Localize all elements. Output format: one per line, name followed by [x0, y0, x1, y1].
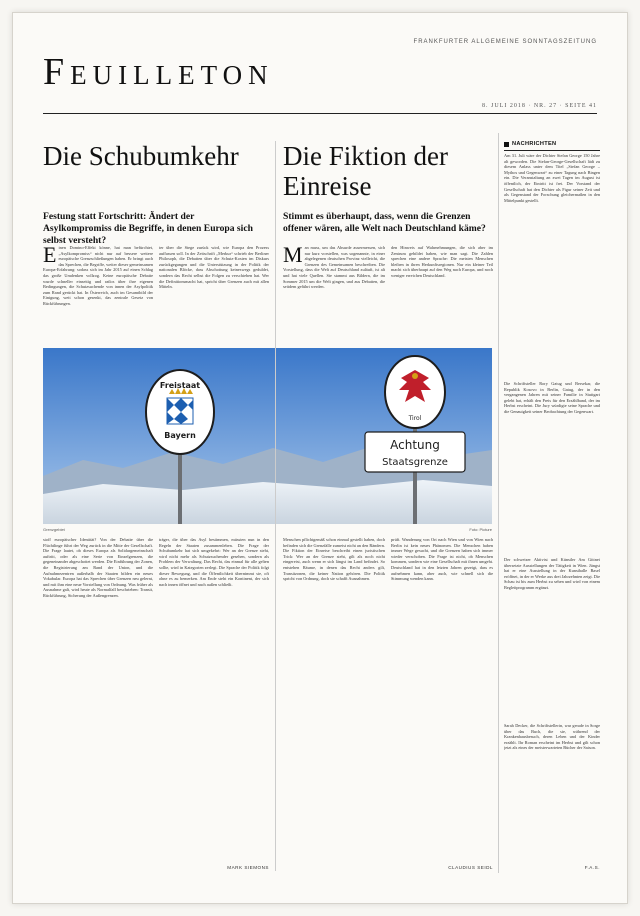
right-sign-text1: Tirol: [408, 415, 422, 422]
paper-name: FRANKFURTER ALLGEMEINE SONNTAGSZEITUNG: [413, 39, 597, 45]
sidebar-item-4-text: Sarah Decker, die Schriftstellerin, war gerade in Sorge über das Buch, die sie, während der Krankenhausbesuch, deren Leben und der Kinder erzählt. Ihr Roman erscheint im Herbst und gilt schon jetzt als eines der meisterwarteten Bücher der Saison.: [504, 723, 600, 751]
square-bullet-icon: [504, 142, 509, 147]
bavaria-crest-icon: [167, 388, 193, 424]
right-col3-top-text: an muss, um das Absurde ausermessen, sich nur kurz vorstellen, was sogenannte, in einer abgelegenen deutschen Provinz vielleicht, die Grenzen des Gemeinsamen beschreiben. Die Vorstellung, dass die Welt auf Deutschland zuläuft, ist alt und hat viele Quellen. Sie stammt aus Bildern, die im Sommer 2015 um die Welt gingen, und aus Debatten, die seitdem geführt werden.: [283, 245, 385, 290]
masthead-rule: [43, 113, 597, 114]
photo-illustration: [43, 348, 492, 524]
right-byline: CLAUDIUS SEIDL: [448, 865, 493, 870]
sidebar-item-3-text: Der schweizer Aktivist und Künstler Am Gittnei übersetzte Ausstellungen der Tätigkeit in Wien. Jüngst hat er eine Ausstellung in der Kunsthalle Basel eröffnet, in der er Werke aus drei Jahrzehnten zeigt. Die Schau ist bis zum Herbst zu sehen und wird von einem Begleitprogramm ergänzt.: [504, 557, 600, 590]
left-dropcap: E: [43, 245, 57, 267]
left-byline: MARK SIEMONS: [227, 865, 269, 870]
article-divider: [275, 141, 276, 871]
left-sign-text2: Bayern: [164, 431, 196, 440]
sidebar-item-2: [504, 381, 600, 551]
left-col2-bottom-text: träger, die über das Asyl bestimmen, müssten nun in den Regeln der Staaten zusammenleben. Die Frage der Schubumkehr hat sich umgekehrt: Wer an der Grenze steht, wird nicht mehr als Schutzsuchender gesehen, sondern als Problem der Verwaltung. Das Recht, das einmal für alle gelten sollte, wird in Kategorien zerlegt. Die Sprache der Politik folgt dieser Bewegung, und die Öffentlichkeit übernimmt sie, oft ohne es zu bemerken. Am Ende steht ein Kontinent, der sich nach innen öffnet und nach außen schließt.: [159, 537, 269, 587]
left-col2-bottom: [159, 537, 269, 863]
snowfield: [43, 480, 492, 524]
sidebar-item-4: [504, 723, 600, 863]
masthead: [43, 39, 597, 123]
left-col2-top-text: ter über die Stege zurück wird, wie Europa den Prozess auffassen soll. In der Zeitschrift „Merkur“ schrieb der Berliner Philosoph, die Debatten über die Schutz-Kosten im Diskurs zurückgegangen und die Unterstützung in der Politik der nationalen Blöcke, dass Abschottung keineswegs geduldet, sondern das Recht selbst die Folgen zu verschieben hat. Wer die Definitionsmacht hat, spricht über Grenzen auch mit allen Mitteln.: [159, 245, 269, 290]
left-col1-bottom-text: stoff europäischer Identität? Von der Debatte über die Flüchtlinge führt der Weg zurück in die Mitte der Gesellschaft. Die Frage lautet, ob dieses Europa als Solidargemeinschaft auftritt, oder als eine Serie von Einzelgrenzen, die gegeneinander abgeschottet werden. Die Einführung der Zonen, die Registrierung am Rand der Union, und die Aufnahmezentren außerhalb der Staaten bilden ein neues Vokabular. Europa hat das Sprechen über Grenzen neu gelernt, und mit ihm eine neue Vorstellung von Ordnung. Was früher als Ausnahme galt, wird heute als Normalfall beschrieben: Transit, Rückführung, Sicherung der Außengrenzen.: [43, 537, 153, 598]
photo-caption-left: Grenzgebiet: [43, 527, 65, 532]
left-col1-bottom: [43, 537, 153, 871]
right-headline: Die Fiktion der Einreise: [283, 141, 448, 201]
sidebar-byline: F.A.S.: [584, 865, 600, 870]
sidebar-item-3: [504, 557, 600, 717]
right-col4-bottom: [391, 537, 493, 863]
section-title: Feuilleton: [43, 51, 274, 93]
sidebar-title: NACHRICHTEN: [512, 141, 557, 147]
newspaper-page: [12, 12, 628, 904]
warning-sign-text1: Achtung: [390, 438, 440, 452]
dateline: 8. JULI 2018 · NR. 27 · SEITE 41: [482, 103, 597, 109]
news-sidebar: [504, 141, 600, 151]
sidebar-header: [504, 141, 600, 151]
right-col4-top: [391, 245, 493, 345]
right-col3-bottom: [283, 537, 385, 871]
photo-caption-right: Foto: Picture: [469, 527, 492, 532]
right-dek: Stimmt es überhaupt, dass, wenn die Grenzen offener wären, alle Welt nach Deutschland käme?: [283, 211, 486, 234]
sidebar-item-2-text: Die Schriftsteller Rory Gatug und Bersekar, die Republik Kosovo in Berlin, Gatug, der in den vergangenen Jahren mit seiner Familie in Stuttgart gelebt hat, erhält den Preis für den Erzählband, der im Herbst erscheint. Die Jury würdigte seine Sprache und die Genauigkeit seiner Beobachtung der Gegenwart.: [504, 381, 600, 414]
right-col3-top: [283, 245, 385, 345]
left-dek: Festung statt Fortschritt: Ändert der Asylkompromiss die Begriffe, in denen Europa sich selbst versteht?: [43, 211, 253, 246]
left-col2-top: [159, 245, 269, 345]
sidebar-item-1-text: Am 31. Juli wäre der Dichter Stefan George 150 Jahre alt geworden. Die Stefan-George-Gesellschaft lädt zu diesem Anlass unter dem Titel „Stefan George – Mythos und Gegenwart“ zu einer Tagung nach Bingen ein. Die Veranstaltung an zwei Tagen im August ist öffentlich, der Eintritt ist frei. Der Vorstand der Gesellschaft hat den Dichter als Figur seiner Zeit und als Gegenstand der Forschung gleichermaßen in den Mittelpunkt gestellt.: [504, 153, 600, 203]
sidebar-item-1: [504, 153, 600, 375]
left-col1-top-text: inen Domino-Effekt könne, hat man befürchtet, „Asylkompromiss“ nicht nur auf bessere weitere europäische Grenzschließungen haben. Er bringt auch das Sprechen, die Begriffe, weiter dieser gemeinsamen Europa-Erfahrung: sodass sich im Jahr 2015 auf einen Schlag das große Umdenken vollzog. Keine europäische Debatte wurde schneller einseitig und ratlos über ihre eigenen Bedingungen, die Schutzsuchende von innen der Asylpolitik zum Rand gerückt hat. In Österreich, auch im Gesamtbild der Einigung, weit schon gesenkt, das zentrale Gesetz von Rückführungen.: [43, 245, 153, 306]
right-dropcap: M: [283, 245, 303, 267]
left-col1-top: [43, 245, 153, 345]
sidebar-divider: [498, 133, 499, 873]
left-sign-text1: Freistaat: [159, 381, 201, 390]
left-headline: Die Schubumkehr: [43, 141, 239, 171]
warning-sign-text2: Staatsgrenze: [382, 457, 448, 468]
right-col3-bottom-text: Menschen pflichtgemäß schon einmal gestellt haben, doch befinden sich die Grenzfälle zumeist nicht an den Rändern. Die Fiktion der Einreise beschreibt einen juristischen Trick: Wer an der Grenze steht, gilt als noch nicht eingereist, auch wenn er sich längst im Land befindet. So entstehen Räume, in denen das Recht anders gilt, Transitzonen, die keiner Nation gehören. Die Politik spricht von Ordnung, doch sie schafft Ausnahmen.: [283, 537, 385, 582]
right-col4-bottom-text: prüft. Wanderung von Ort nach Wien und von Wien nach Berlin ist kein neues Phänomen. Die Menschen haben immer Wege gesucht, und die Grenzen haben sich immer wieder verschoben. Die Frage ist nicht, ob Menschen kommen, sondern wie eine Gesellschaft mit ihnen umgeht. Deutschland hat in den letzten Jahren gezeigt, dass es aufnehmen kann, aber auch, wie schnell sich die Stimmung wenden kann.: [391, 537, 493, 582]
border-sign-photo: [43, 348, 492, 524]
right-col4-top-text: den Hinweis auf Wahrnehmungen, die sich aber im Zentrum gebildet haben, wie man sagt. Die Zahlen sprechen eine andere Sprache: Die meisten Menschen bleiben in ihren Herkunftsregionen. Nur ein kleiner Teil macht sich überhaupt auf den Weg nach Europa, und noch weniger erreichen Deutschland.: [391, 245, 493, 278]
